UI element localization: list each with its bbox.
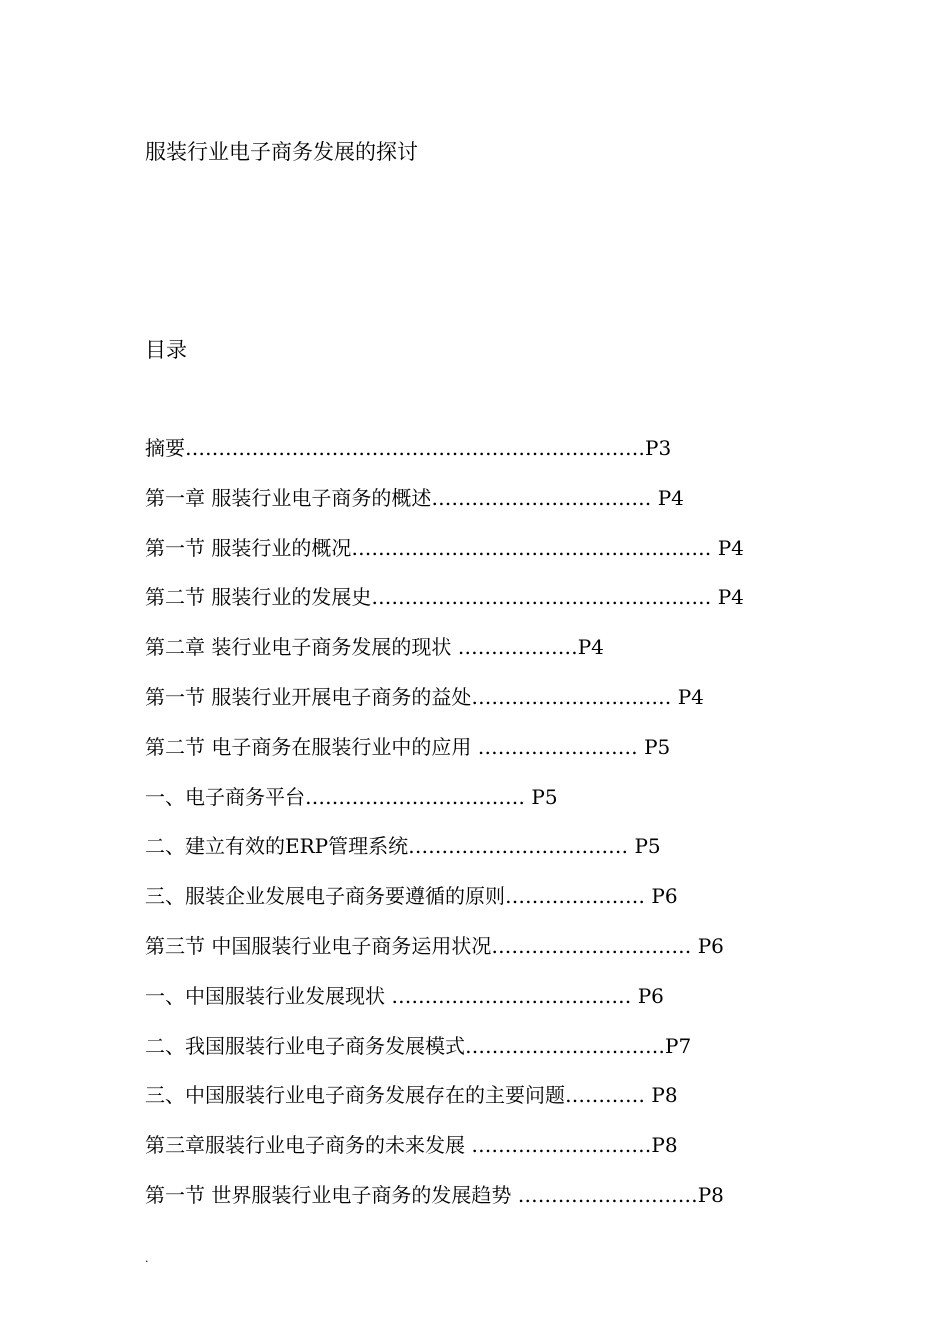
toc-entry: 第二章 装行业电子商务发展的现状 ………………P4: [145, 635, 604, 660]
toc-entry: 三、服装企业发展电子商务要遵循的原则………………… P6: [145, 884, 678, 909]
toc-entry: 第一节 服装行业的概况……………………………………………… P4: [145, 535, 744, 560]
toc-entry: 摘要……………………………………………………………P3: [145, 436, 672, 460]
toc-entry: 二、我国服装行业电子商务发展模式…………………………P7: [145, 1033, 692, 1058]
toc-entry: 一、电子商务平台…………………………… P5: [145, 784, 558, 809]
toc-entry: 第一章 服装行业电子商务的概述…………………………… P4: [145, 485, 684, 510]
toc-entry: 第三节 中国服装行业电子商务运用状况………………………… P6: [145, 933, 724, 958]
toc-entry: 第一节 世界服装行业电子商务的发展趋势 ………………………P8: [145, 1182, 724, 1207]
table-of-contents: [145, 434, 845, 1231]
footer-mark: .: [145, 1252, 149, 1265]
toc-entry: 二、建立有效的ERP管理系统…………………………… P5: [145, 834, 661, 859]
toc-entry: 第三章服装行业电子商务的未来发展 ………………………P8: [145, 1133, 678, 1158]
toc-entry: 第二节 电子商务在服装行业中的应用 …………………… P5: [145, 734, 671, 759]
toc-entry: 第一节 服装行业开展电子商务的益处………………………… P4: [145, 684, 704, 709]
toc-entry: 三、中国服装行业电子商务发展存在的主要问题………… P8: [145, 1083, 678, 1108]
document-title: 服装行业电子商务发展的探讨: [145, 140, 418, 164]
toc-heading: 目录: [145, 338, 187, 362]
toc-entry: 第二节 服装行业的发展史…………………………………………… P4: [145, 585, 744, 610]
toc-entry: 一、中国服装行业发展现状 ……………………………… P6: [145, 983, 664, 1008]
